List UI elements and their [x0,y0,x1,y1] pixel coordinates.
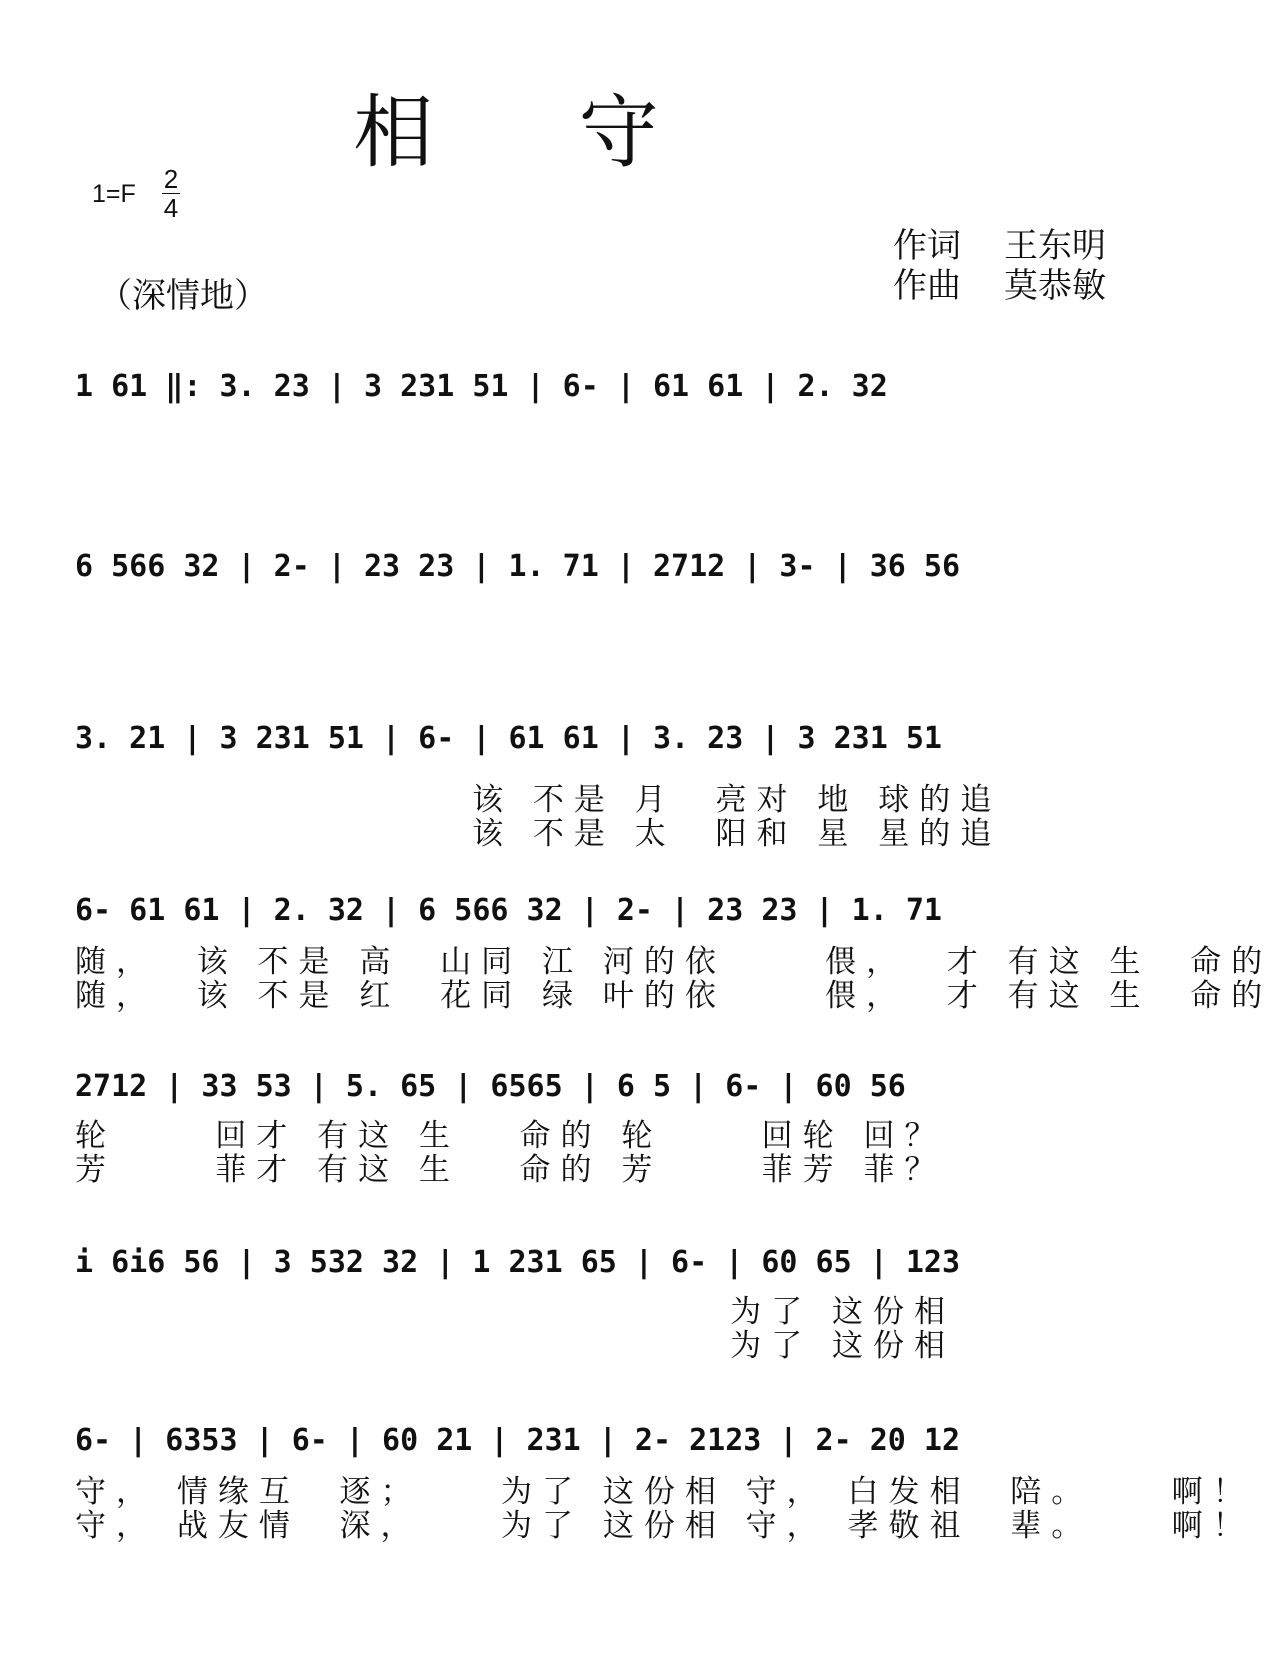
svg-text:6- | 6353 | 6- | 60 21 | 231 |: 6- | 6353 | 6- | 60 21 | 231 | 2- 2123 | 2- 20 12 [75,1423,961,1458]
composer-label: 作曲 [893,266,961,306]
notation-line-7 [75,1414,1225,1474]
time-signature-numerator: 2 [163,164,179,194]
composer-name: 莫恭敏 [1004,266,1106,306]
song-title: 相 守 [353,86,719,179]
lyric-verse-2: 守， 战友情 深， 为了 这份相 守， 孝敬祖 辈。 啊！ [75,1508,1254,1544]
lyric-verse-2: 为了 这份相 [75,1328,956,1364]
svg-text:1 61 ‖: 3. 23 | 3 231 51 | 6-: 1 61 ‖: 3. 23 | 3 231 51 | 6- | 61 61 | 2. 32 [75,369,888,404]
notation-line-2 [75,540,1225,600]
svg-text:i 6i6 56 | 3 532 32 | 1 231 65: i 6i6 56 | 3 532 32 | 1 231 65 | 6- | 60 65 | 123 [75,1245,961,1280]
key-signature: 1=F [92,180,136,208]
lyric-verse-2: 该 不是 太 阳和 星 星的追 [75,816,1002,852]
time-signature [162,166,180,221]
lyricist-name: 王东明 [1004,226,1106,266]
lyric-verse-1: 守， 情缘互 逐； 为了 这份相 守， 白发相 陪。 啊！ [75,1474,1254,1510]
notation-line-1 [75,360,1225,420]
svg-text:3. 21 | 3 231 51 | 6- | 61 61: 3. 21 | 3 231 51 | 6- | 61 61 | 3. 23 | 3 231 51 [75,721,942,756]
notation-line-3 [75,712,1225,772]
lyric-verse-2: 芳 菲才 有这 生 命的 芳 菲芳 菲？ [75,1152,946,1188]
lyric-verse-2: 随， 该 不是 红 花同 绿 叶的依 偎， 才 有这 生 命的 [75,978,1272,1014]
lyric-verse-1: 该 不是 月 亮对 地 球的追 [75,782,1002,818]
svg-text:6 566 32 | 2- | 23 23 | 1. 71: 6 566 32 | 2- | 23 23 | 1. 71 | 2712 | 3- | 36 56 [75,549,961,584]
notation-line-4 [75,884,1225,944]
svg-text:6- 61 61 | 2. 32 | 6 566 32 |: 6- 61 61 | 2. 32 | 6 566 32 | 2- | 23 23 | 1. 71 [75,893,942,928]
lyricist-label: 作词 [893,226,961,266]
lyric-verse-1: 为了 这份相 [75,1294,956,1330]
time-signature-denominator: 4 [163,193,179,223]
lyric-verse-1: 轮 回才 有这 生 命的 轮 回轮 回？ [75,1118,946,1154]
svg-text:2712 | 33 53 | 5. 65 | 6565 |: 2712 | 33 53 | 5. 65 | 6565 | 6 5 | 6- | 60 56 [75,1069,906,1104]
lyric-verse-1: 随， 该 不是 高 山同 江 河的依 偎， 才 有这 生 命的 [75,944,1272,980]
tempo-marking: （深情地） [98,276,268,316]
